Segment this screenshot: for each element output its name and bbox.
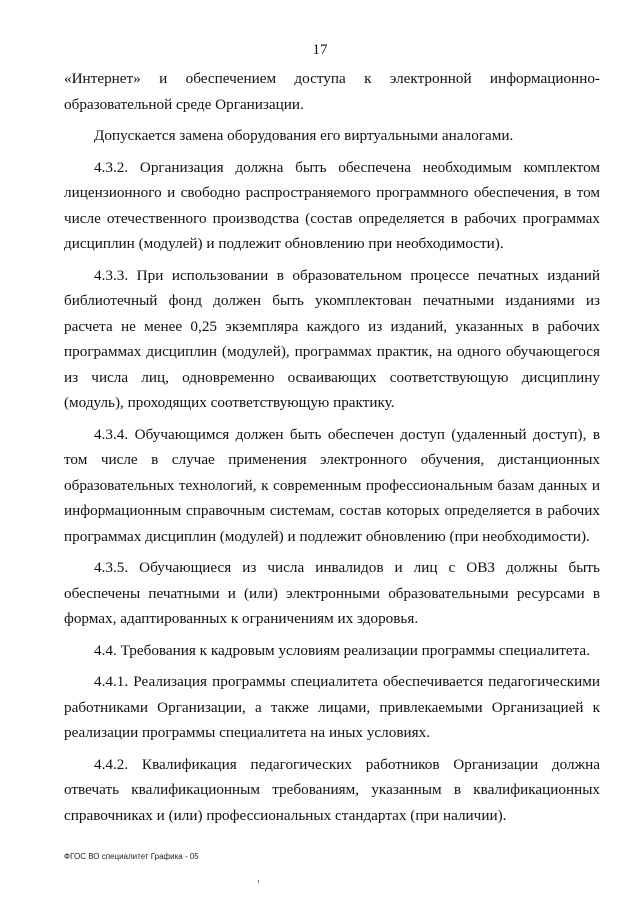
paragraph-4-3-5: 4.3.5. Обучающиеся из числа инвалидов и лиц с ОВЗ должны быть обеспечены печатными и (или) электронными образовательными ресурсами в формах, адаптированных к ограничениям их здоровья. [64, 559, 600, 627]
paragraph-4-4-2: 4.4.2. Квалификация педагогических работников Организации должна отвечать квалификационным требованиям, указанным в квалификационных справочниках и (или) профессиональных стандартах (при наличии). [64, 755, 600, 824]
document-body [64, 66, 600, 834]
paragraph-continuation: «Интернет» и обеспечением доступа к электронной информационно-образовательной среде Организации. [64, 70, 600, 113]
scan-speck [258, 880, 259, 883]
paragraph-4-3-3: 4.3.3. При использовании в образовательном процессе печатных изданий библиотечный фонд должен быть укомплектован печатными изданиями из расчета не менее 0,25 экземпляра каждого из изданий, указанных в рабочих программах дисциплин (модулей), программах практик, на одного обучающегося из числа лиц, одновременно осваивающих соответствующую дисциплину (модуль), проходящих соответствующую практику. [64, 266, 600, 411]
paragraph-virtual-analogs: Допускается замена оборудования его виртуальными аналогами. [94, 127, 514, 144]
paragraph-4-3-2: 4.3.2. Организация должна быть обеспечена необходимым комплектом лицензионного и свободно распространяемого программного обеспечения, в том числе отечественного производства (состав определяется в рабочих программах дисциплин (модулей) и подлежит обновлению при необходимости). [64, 158, 600, 252]
paragraph-4-3-4: 4.3.4. Обучающимся должен быть обеспечен доступ (удаленный доступ), в том числе в случае применения электронного обучения, дистанционных образовательных технологий, к современным профессиональным базам данных и информационным справочным системам, состав которых определяется в рабочих программах дисциплин (модулей) и подлежит обновлению (при необходимости). [64, 425, 600, 545]
paragraph-4-4: 4.4. Требования к кадровым условиям реализации программы специалитета. [94, 641, 590, 659]
paragraph-4-4-1: 4.4.1. Реализация программы специалитета обеспечивается педагогическими работниками Организации, а также лицами, привлекаемыми Организацией к реализации программы специалитета на иных условиях. [64, 673, 600, 741]
page-number: 17 [312, 42, 328, 58]
page-footer: ФГОС ВО специалитет Графика - 05 [64, 852, 199, 861]
